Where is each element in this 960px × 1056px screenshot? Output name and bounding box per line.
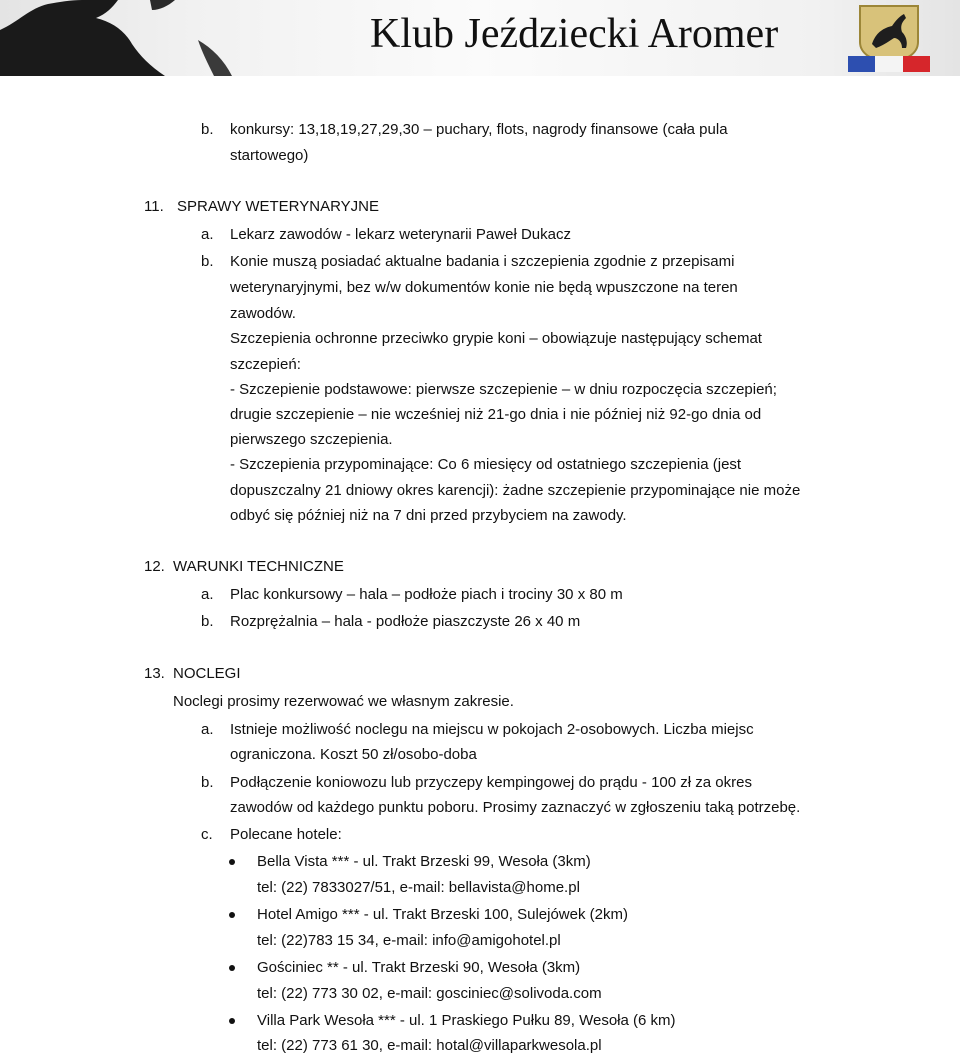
section-heading: SPRAWY WETERYNARYJNE	[177, 198, 379, 215]
text-line: zawodów od każdego punktu poboru. Prosimy zaznaczyć w zgłoszeniu taką potrzebę.	[230, 799, 801, 816]
text-line: zawodów.	[230, 305, 296, 322]
hotel-contact: tel: (22) 773 30 02, e-mail: gosciniec@solivoda.com	[257, 985, 602, 1002]
club-title: Klub Jeździecki Aromer	[370, 11, 779, 57]
hotel-contact: tel: (22) 7833027/51, e-mail: bellavista@home.pl	[257, 879, 580, 896]
text-line: weterynaryjnymi, bez w/w dokumentów konie nie będą wpuszczone na teren	[230, 279, 738, 296]
text-line: konkursy: 13,18,19,27,29,30 – puchary, flots, nagrody finansowe (cała pula	[230, 121, 728, 138]
text-line: ograniczona. Koszt 50 zł/osobo-doba	[230, 746, 477, 763]
section-heading: WARUNKI TECHNICZNE	[173, 558, 344, 575]
list-marker: a.	[201, 586, 214, 603]
bullet-icon	[229, 1018, 235, 1024]
section-number: 12.	[144, 558, 165, 575]
list-marker: c.	[201, 826, 213, 843]
text-line: drugie szczepienie – nie wcześniej niż 21-go dnia i nie później niż 92-go dnia od	[230, 406, 762, 423]
text-line: - Szczepienie podstawowe: pierwsze szczepienie – w dniu rozpoczęcia szczepień;	[230, 381, 777, 398]
text-line: Lekarz zawodów - lekarz weterynarii Paweł Dukacz	[230, 226, 571, 243]
bullet-icon	[229, 965, 235, 971]
text-line: szczepień:	[230, 356, 301, 373]
text-line: - Szczepienia przypominające: Co 6 miesięcy od ostatniego szczepienia (jest	[230, 456, 742, 473]
section-intro: Noclegi prosimy rezerwować we własnym zakresie.	[173, 693, 514, 710]
list-marker: b.	[201, 253, 214, 270]
text-line: dopuszczalny 21 dniowy okres karencji): żadne szczepienie przypominające nie może	[230, 482, 801, 499]
list-marker: b.	[201, 774, 214, 791]
list-marker: b.	[201, 121, 214, 138]
text-line: Polecane hotele:	[230, 826, 342, 843]
hotel-name: Bella Vista *** - ul. Trakt Brzeski 99, Wesoła (3km)	[257, 853, 591, 870]
list-marker: b.	[201, 613, 214, 630]
bullet-icon	[229, 912, 235, 918]
text-line: pierwszego szczepienia.	[230, 431, 393, 448]
hotel-name: Gościniec ** - ul. Trakt Brzeski 90, Wesoła (3km)	[257, 959, 581, 976]
text-line: Rozprężalnia – hala - podłoże piaszczyste 26 x 40 m	[230, 613, 581, 630]
list-marker: a.	[201, 226, 214, 243]
list-marker: a.	[201, 721, 214, 738]
text-line: Istnieje możliwość noclegu na miejscu w pokojach 2-osobowych. Liczba miejsc	[230, 721, 754, 738]
hotel-contact: tel: (22) 773 61 30, e-mail: hotal@villaparkwesola.pl	[257, 1037, 602, 1054]
text-line: Konie muszą posiadać aktualne badania i szczepienia zgodnie z przepisami	[230, 253, 735, 270]
section-number: 13.	[144, 665, 165, 682]
text-line: Podłączenie koniowozu lub przyczepy kempingowej do prądu - 100 zł za okres	[230, 774, 752, 791]
text-line: Szczepienia ochronne przeciwko grypie koni – obowiązuje następujący schemat	[230, 330, 762, 347]
text-line: odbyć się później niż na 7 dni przed przybyciem na zawody.	[230, 507, 627, 524]
bullet-icon	[229, 859, 235, 865]
hotel-name: Villa Park Wesoła *** - ul. 1 Praskiego Pułku 89, Wesoła (6 km)	[257, 1012, 676, 1029]
section-heading: NOCLEGI	[173, 665, 241, 682]
hotel-name: Hotel Amigo *** - ul. Trakt Brzeski 100, Sulejówek (2km)	[257, 906, 628, 923]
hotel-contact: tel: (22)783 15 34, e-mail: info@amigohotel.pl	[257, 932, 561, 949]
text-line: Plac konkursowy – hala – podłoże piach i trociny 30 x 80 m	[230, 586, 623, 603]
text-line: startowego)	[230, 147, 309, 164]
section-number: 11.	[144, 198, 164, 215]
